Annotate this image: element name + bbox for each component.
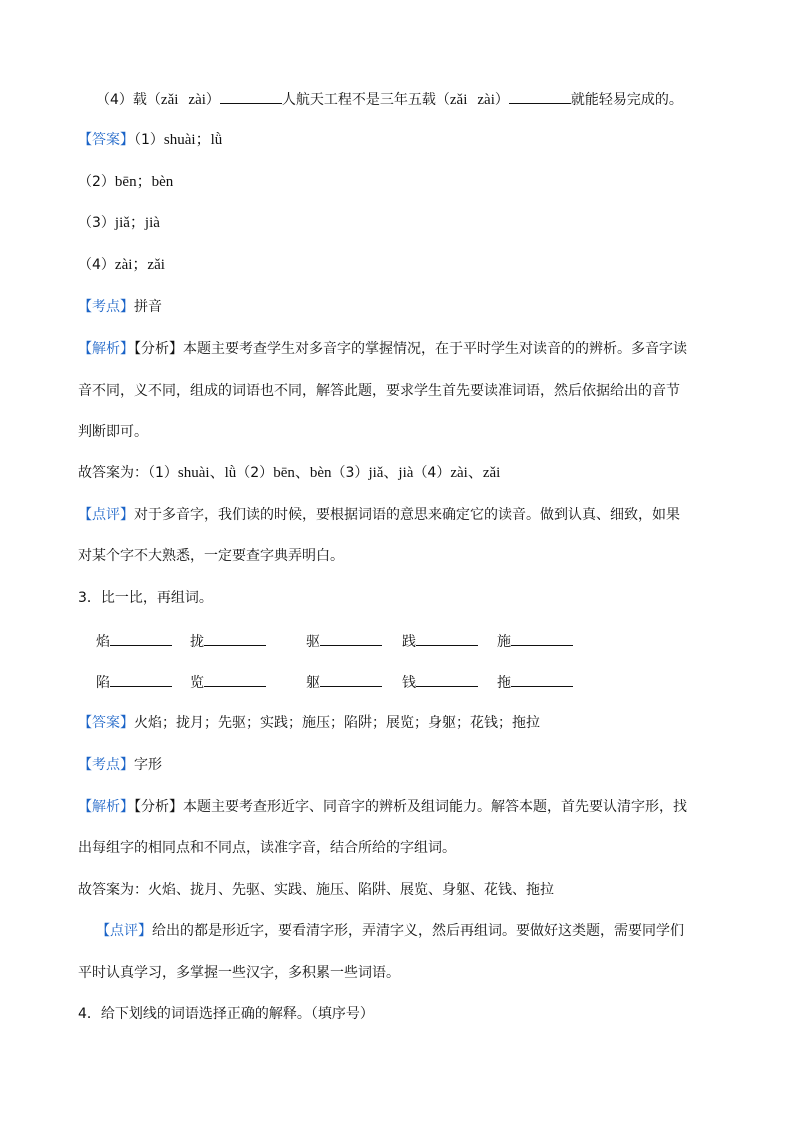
word-char: 驱 (306, 634, 320, 650)
q2-answer-line (78, 213, 160, 233)
kaodian-tag: 【考点】 (78, 299, 134, 315)
kaodian-text: 拼音 (134, 299, 162, 315)
jiexi-text: 本题主要考查形近字、同音字的辨析及组词能力。解答本题，首先要认清字形，找 (183, 799, 687, 815)
item-number: （1） (148, 465, 178, 481)
word-cell (190, 630, 266, 652)
item-number: （4） (96, 92, 133, 108)
item-number: （2） (236, 465, 274, 481)
q2-kaodian-line (78, 297, 162, 317)
answer-text: shuài；lǜ (163, 132, 223, 148)
q2-final-answer-line (78, 463, 500, 483)
q3-answer-line (78, 713, 540, 733)
answer-tag: 【答案】 (78, 132, 134, 148)
dianping-text: 给出的都是形近字，要看清字形，弄清字义，然后再组词。要做好这类题，需要同学们 (152, 923, 684, 939)
pinyin-option-a: zǎi (449, 92, 468, 108)
word-blank[interactable] (416, 671, 478, 687)
q2-answer-line (78, 130, 222, 150)
word-char: 览 (190, 675, 204, 691)
jiexi-text: 判断即可。 (78, 424, 148, 440)
q2-jiexi-line (78, 422, 148, 442)
word-char: 陷 (96, 675, 110, 691)
jiexi-text: 出每组字的相同点和不同点，读准字音，结合所给的字组词。 (78, 840, 456, 856)
q2-answer-line (78, 255, 165, 275)
question-title: 3．比一比，再组词。 (78, 590, 213, 606)
word-blank[interactable] (416, 630, 478, 646)
jiexi-text: 音不同，义不同，组成的词语也不同，解答此题，要求学生首先要读准词语，然后依据给出的音节 (78, 383, 680, 399)
word-blank[interactable] (110, 630, 172, 646)
q2-answer-line (78, 172, 173, 192)
q3-final-answer-line (78, 880, 554, 900)
answer-text: zài；zǎi (114, 257, 165, 273)
jiexi-text: 本题主要考查学生对多音字的掌握情况，在于平时学生对读音的的辨析。多音字读 (183, 341, 687, 357)
dianping-tag: 【点评】 (96, 923, 152, 939)
word-char: 践 (402, 634, 416, 650)
word-char: 施 (497, 634, 511, 650)
item-number: （1） (134, 132, 164, 148)
final-pinyin: zài、zǎi (450, 465, 501, 481)
fenxi-tag: 【分析】 (134, 341, 183, 357)
q3-jiexi-line (78, 838, 456, 858)
q4-title (78, 1004, 374, 1024)
word-cell (96, 630, 172, 652)
word-blank[interactable] (204, 630, 266, 646)
fenxi-tag: 【分析】 (134, 799, 183, 815)
q2-jiexi-line (78, 381, 680, 401)
answer-text: jiǎ；jià (114, 215, 160, 231)
word-blank[interactable] (204, 671, 266, 687)
dianping-tag: 【点评】 (78, 507, 134, 523)
pinyin-option-a: zǎi (160, 92, 179, 108)
dianping-text: 平时认真学习，多掌握一些汉字，多积累一些词语。 (78, 965, 400, 981)
dianping-text: 对于多音字，我们读的时候，要根据词语的意思来确定它的读音。做到认真、细致，如果 (134, 507, 680, 523)
item-number: （2） (78, 174, 115, 190)
word-cell (96, 671, 172, 693)
sentence-text: 人航天工程不是三年五载 (281, 92, 436, 108)
q2-jiexi-line (78, 339, 687, 359)
final-answer-text: 故答案为：火焰、拢月、先驱、实践、施压、陷阱、展览、身躯、花钱、拖拉 (78, 882, 554, 898)
word-cell (306, 630, 382, 652)
polyphone-char: 载 (132, 92, 147, 108)
word-char: 躯 (306, 675, 320, 691)
word-blank[interactable] (511, 630, 573, 646)
q3-dianping-line (78, 963, 400, 983)
answer-text: 火焰；拢月；先驱；实践；施压；陷阱；展览；身躯；花钱；拖拉 (134, 715, 540, 731)
word-blank[interactable] (320, 671, 382, 687)
word-cell (190, 671, 266, 693)
answer-tag: 【答案】 (78, 715, 134, 731)
word-char: 焰 (96, 634, 110, 650)
paren-open: （ (146, 92, 161, 108)
word-blank[interactable] (511, 671, 573, 687)
word-cell (402, 671, 478, 693)
q2-dianping-line (78, 505, 680, 525)
q2-dianping-line (78, 546, 344, 566)
q3-title (78, 588, 213, 608)
final-pinyin: bēn、bèn (273, 465, 332, 481)
dianping-text: 对某个字不大熟悉，一定要查字典弄明白。 (78, 548, 344, 564)
answer-text: bēn；bèn (114, 174, 174, 190)
item-number: （3） (331, 465, 369, 481)
paren-open: （ (435, 92, 450, 108)
q3-kaodian-line (78, 755, 162, 775)
word-char: 拖 (497, 675, 511, 691)
word-char: 钱 (402, 675, 416, 691)
pinyin-option-b: zài (477, 92, 495, 108)
word-blank[interactable] (110, 671, 172, 687)
item-number: （3） (78, 215, 115, 231)
jiexi-tag: 【解析】 (78, 799, 134, 815)
q2-item4-line (96, 88, 683, 110)
final-prefix: 故答案为： (78, 465, 148, 481)
word-char: 拢 (190, 634, 204, 650)
q3-dianping-line (96, 921, 684, 941)
word-cell (497, 671, 573, 693)
pinyin-option-b: zài (188, 92, 206, 108)
q3-jiexi-line (78, 797, 687, 817)
final-pinyin: jiǎ、jià (368, 465, 414, 481)
item-number: （4） (413, 465, 451, 481)
paren-close: ） (494, 92, 509, 108)
paren-close: ） (205, 92, 220, 108)
final-pinyin: shuài、lǜ (177, 465, 237, 481)
word-cell (402, 630, 478, 652)
answer-blank[interactable] (220, 88, 282, 104)
sentence-text: 就能轻易完成的。 (570, 92, 683, 108)
word-cell (306, 671, 382, 693)
item-number: （4） (78, 257, 115, 273)
question-title: 4．给下划线的词语选择正确的解释。（填序号） (78, 1006, 374, 1022)
word-blank[interactable] (320, 630, 382, 646)
kaodian-text: 字形 (134, 757, 162, 773)
jiexi-tag: 【解析】 (78, 341, 134, 357)
kaodian-tag: 【考点】 (78, 757, 134, 773)
word-cell (497, 630, 573, 652)
answer-blank[interactable] (509, 88, 571, 104)
